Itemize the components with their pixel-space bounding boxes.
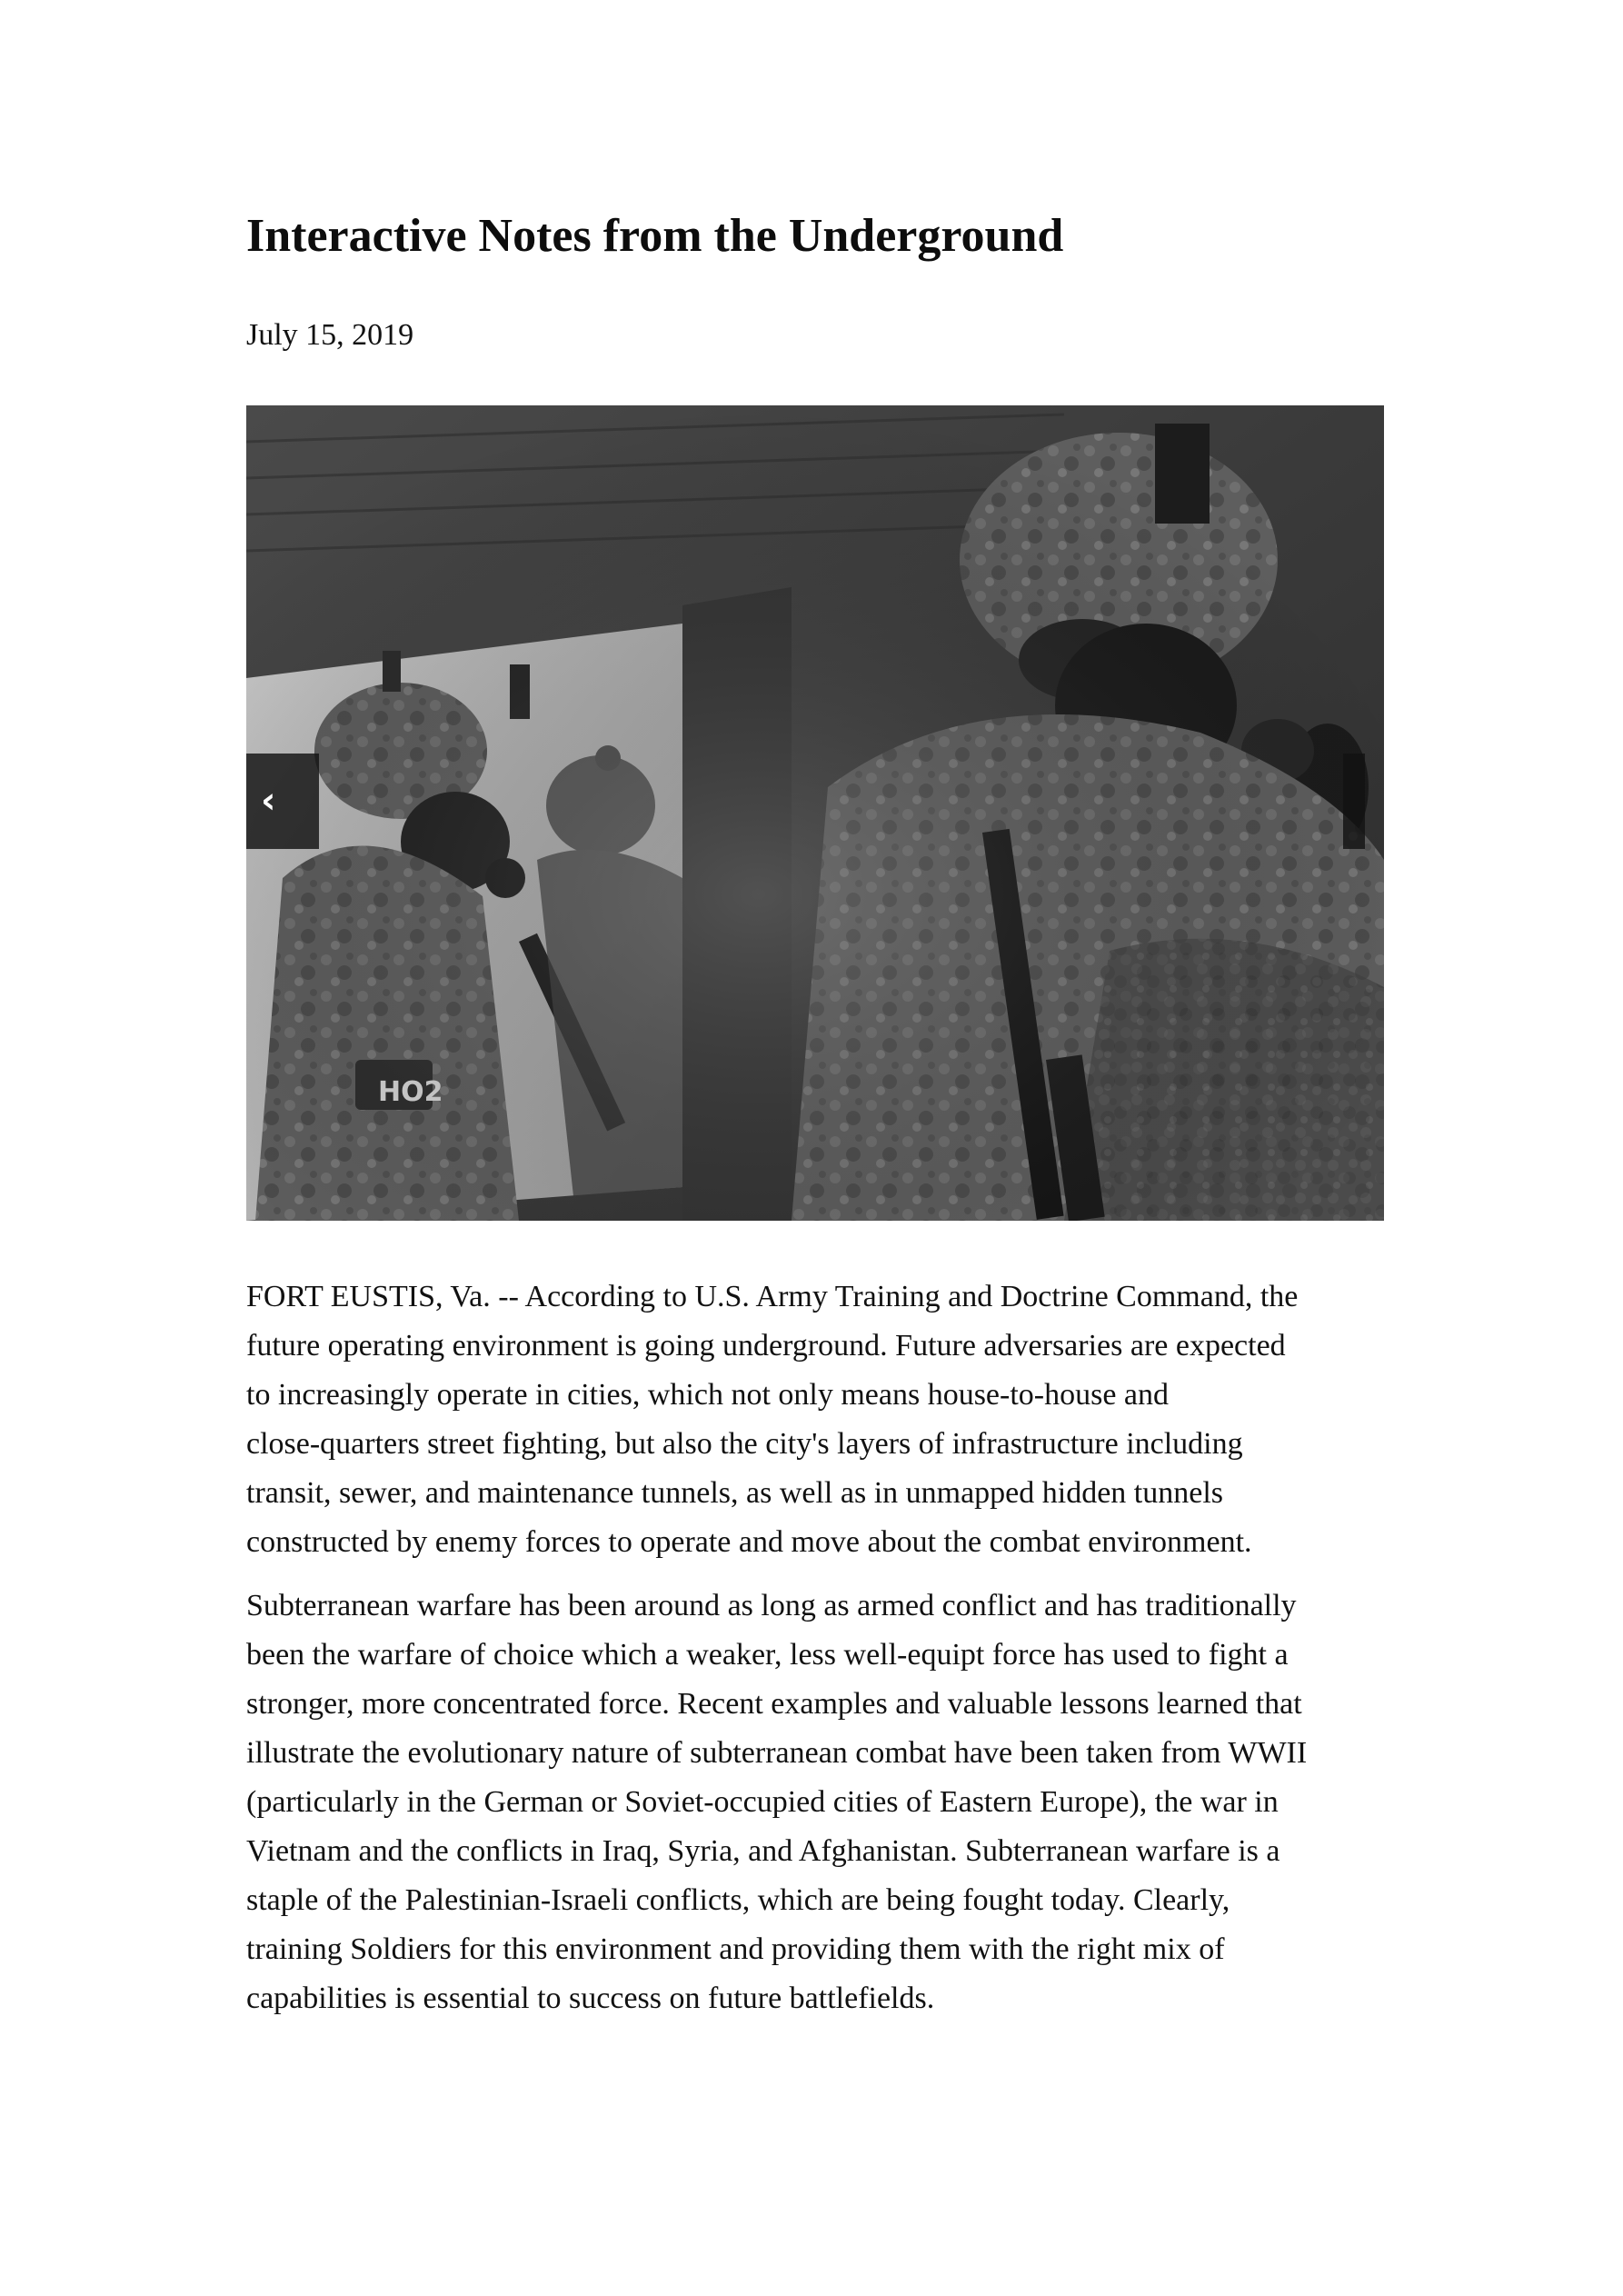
article-date: July 15, 2019 [246, 318, 414, 352]
text-line: Subterranean warfare has been around as long as armed conflict and has traditionally [246, 1589, 1297, 1622]
text-line: capabilities is essential to success on future battlefields. [246, 1982, 935, 2015]
text-line: staple of the Palestinian-Israeli conflicts, which are being fought today. Clearly, [246, 1883, 1230, 1917]
paragraph-1 [246, 1273, 1384, 1567]
carousel-photo [246, 405, 1384, 1221]
text-line: been the warfare of choice which a weaker, less well-equipt force has used to fight a [246, 1638, 1289, 1672]
carousel-next-button[interactable] [1343, 754, 1365, 849]
text-line: training Soldiers for this environment and providing them with the right mix of [246, 1932, 1225, 1966]
text-line: to increasingly operate in cities, which not only means house-to-house and [246, 1378, 1170, 1412]
text-line: stronger, more concentrated force. Recent examples and valuable lessons learned that [246, 1687, 1302, 1721]
paragraph-2 [246, 1582, 1384, 2023]
text-line: Vietnam and the conflicts in Iraq, Syria, and Afghanistan. Subterranean warfare is a [246, 1834, 1280, 1868]
article-body [246, 1273, 1384, 2038]
text-line: close-quarters street fighting, but also the city's layers of infrastructure including [246, 1427, 1243, 1461]
text-line: illustrate the evolutionary nature of subterranean combat have been taken from WWII [246, 1736, 1308, 1770]
text-line: (particularly in the German or Soviet-occupied cities of Eastern Europe), the war in [246, 1785, 1279, 1819]
text-line: FORT EUSTIS, Va. -- According to U.S. Army Training and Doctrine Command, the [246, 1280, 1299, 1313]
text-line: transit, sewer, and maintenance tunnels, as well as in unmapped hidden tunnels [246, 1476, 1224, 1510]
article-title: Interactive Notes from the Underground [246, 210, 1064, 262]
image-carousel[interactable] [246, 405, 1384, 1221]
chevron-left-icon: ‹ [261, 780, 276, 822]
carousel-prev-button[interactable] [246, 754, 319, 849]
text-line: future operating environment is going underground. Future adversaries are expected [246, 1329, 1286, 1363]
text-line: constructed by enemy forces to operate and move about the combat environment. [246, 1525, 1252, 1559]
